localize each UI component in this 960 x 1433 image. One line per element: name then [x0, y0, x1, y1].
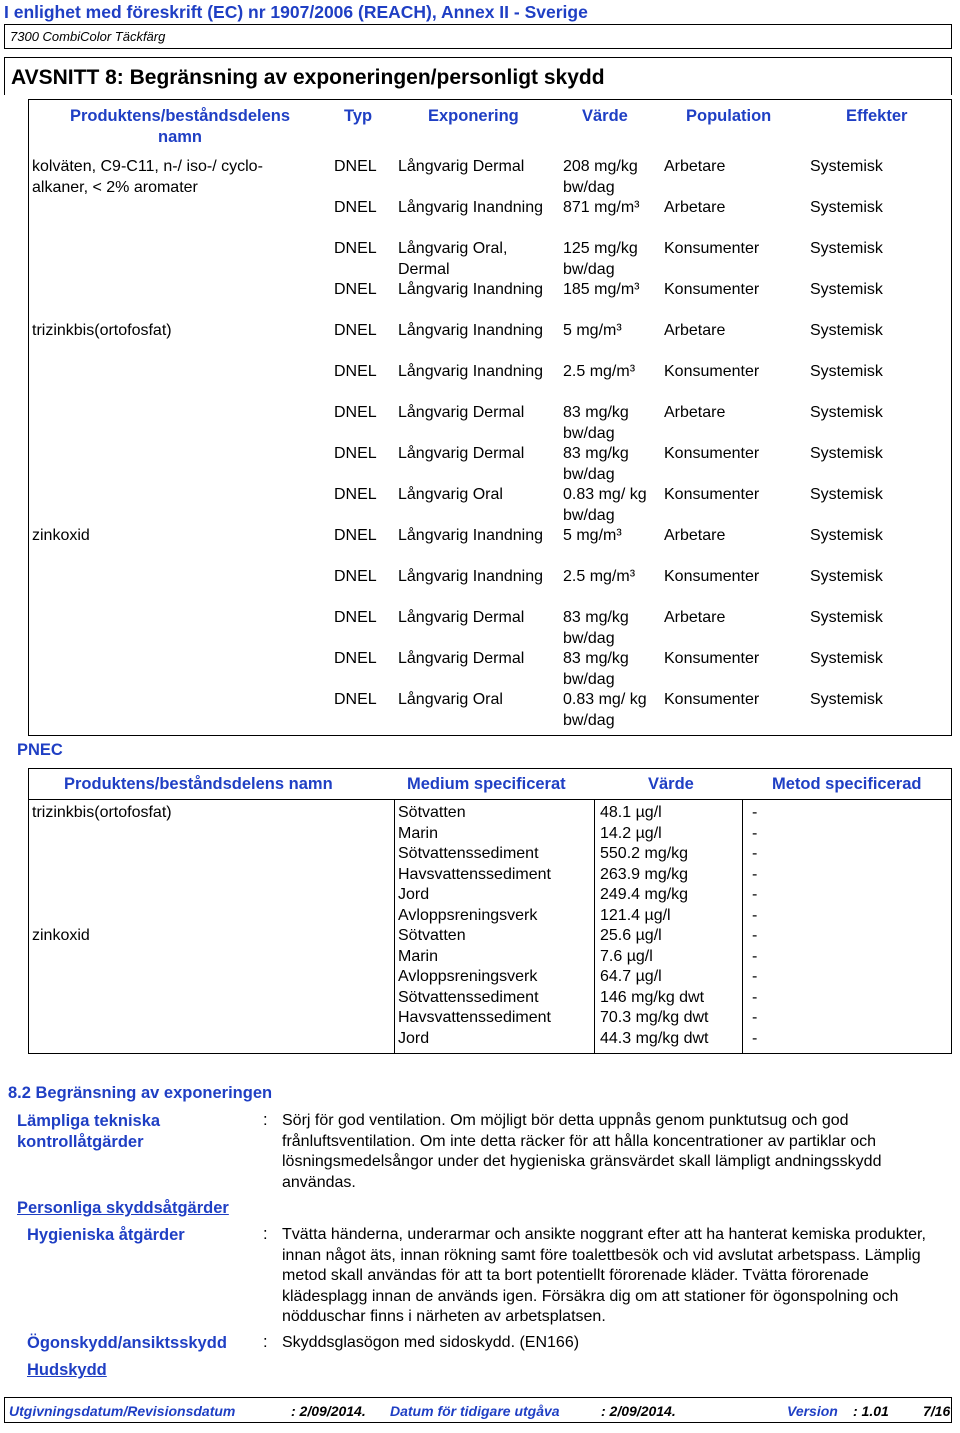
- pnec-substance-1: trizinkbis(ortofosfat): [32, 804, 172, 821]
- dnel-cell-value: 83 mg/kg bw/dag: [563, 445, 629, 483]
- dnel-cell-population: Arbetare: [664, 322, 726, 339]
- dnel-cell-exposure: Långvarig Inandning: [398, 281, 544, 298]
- dnel-cell-exposure: Långvarig Inandning: [398, 199, 544, 216]
- pnec-cell-method: -: [752, 947, 758, 965]
- dnel-cell-value: 185 mg/m³: [563, 281, 640, 298]
- pnec-cell-value: 44.3 mg/kg dwt: [600, 1029, 709, 1047]
- footer-date-label: Utgivningsdatum/Revisionsdatum: [9, 1403, 236, 1419]
- dnel-header-population: Population: [686, 107, 772, 125]
- dnel-cell-type: DNEL: [334, 609, 377, 626]
- dnel-cell-exposure: Långvarig Dermal: [398, 404, 525, 421]
- dnel-cell-type: DNEL: [334, 650, 377, 667]
- dnel-header-exposure: Exponering: [428, 107, 519, 125]
- dnel-cell-population: Konsumenter: [664, 568, 760, 585]
- pnec-cell-method: -: [752, 906, 758, 924]
- pnec-cell-value: 25.6 µg/l: [600, 927, 662, 944]
- pnec-cell-method: -: [752, 824, 758, 842]
- dnel-cell-population: Arbetare: [664, 609, 726, 626]
- dnel-cell-exposure: Långvarig Dermal: [398, 445, 525, 462]
- personal-protection-label: Personliga skyddsåtgärder: [17, 1199, 229, 1217]
- dnel-cell-effect: Systemisk: [810, 650, 883, 667]
- controls-label: Lämpliga tekniska kontrollåtgärder: [17, 1112, 161, 1151]
- dnel-cell-exposure: Långvarig Dermal: [398, 609, 525, 626]
- section-header: [4, 57, 952, 95]
- footer-date-value: : 2/09/2014.: [291, 1403, 366, 1419]
- pnec-cell-value: 121.4 µg/l: [600, 906, 671, 924]
- controls-colon: :: [263, 1111, 268, 1129]
- pnec-cell-medium: Havsvattenssediment: [398, 1009, 551, 1026]
- pnec-col-divider: [594, 799, 595, 1053]
- pnec-cell-method: -: [752, 845, 758, 862]
- dnel-cell-exposure: Långvarig Oral: [398, 486, 503, 503]
- dnel-cell-value: 0.83 mg/ kg bw/dag: [563, 691, 647, 729]
- pnec-cell-medium: Sötvatten: [398, 804, 466, 821]
- dnel-cell-population: Konsumenter: [664, 650, 760, 667]
- section-8-2-title: 8.2 Begränsning av exponeringen: [8, 1084, 273, 1102]
- pnec-cell-value: 263.9 mg/kg: [600, 865, 689, 883]
- dnel-cell-exposure: Långvarig Inandning: [398, 568, 544, 585]
- hygiene-colon: :: [263, 1225, 268, 1243]
- dnel-cell-exposure: Långvarig Inandning: [398, 322, 544, 339]
- pnec-cell-medium: Avloppsreningsverk: [398, 968, 538, 985]
- dnel-cell-effect: Systemisk: [810, 199, 883, 216]
- dnel-cell-population: Konsumenter: [664, 445, 760, 462]
- pnec-cell-value: 7.6 µg/l: [600, 947, 653, 965]
- pnec-cell-medium: Avloppsreningsverk: [398, 906, 538, 924]
- pnec-cell-value: 48.1 µg/l: [600, 804, 662, 821]
- footer-version-value: : 1.01: [853, 1403, 889, 1419]
- dnel-cell-value: 5 mg/m³: [563, 527, 622, 544]
- dnel-cell-effect: Systemisk: [810, 281, 883, 298]
- pnec-cell-medium: Sötvattenssediment: [398, 988, 539, 1006]
- dnel-cell-population: Arbetare: [664, 527, 726, 544]
- hygiene-label: Hygieniska åtgärder: [27, 1226, 185, 1244]
- dnel-cell-value: 83 mg/kg bw/dag: [563, 609, 629, 647]
- pnec-cell-value: 550.2 mg/kg: [600, 845, 689, 862]
- eye-protection-text: Skyddsglasögon med sidoskydd. (EN166): [282, 1334, 580, 1351]
- dnel-cell-type: DNEL: [334, 281, 377, 298]
- dnel-cell-exposure: Långvarig Oral: [398, 691, 503, 708]
- dnel-cell-value: 2.5 mg/m³: [563, 568, 636, 585]
- footer-prev-label: Datum för tidigare utgåva: [390, 1403, 560, 1419]
- dnel-header-name: Produktens/beståndsdelens namn: [69, 107, 291, 146]
- dnel-cell-type: DNEL: [334, 486, 377, 503]
- eye-colon: :: [263, 1333, 268, 1351]
- pnec-header-medium: Medium specificerat: [407, 775, 566, 793]
- footer-version-label: Version: [787, 1403, 838, 1419]
- pnec-cell-medium: Marin: [398, 947, 439, 965]
- dnel-cell-effect: Systemisk: [810, 486, 883, 503]
- pnec-cell-method: -: [752, 886, 758, 903]
- pnec-header-name: Produktens/beståndsdelens namn: [64, 775, 333, 793]
- section-title: AVSNITT 8: Begränsning av exponeringen/personligt skydd: [11, 66, 605, 89]
- pnec-cell-method: -: [752, 927, 758, 944]
- pnec-col-divider: [742, 799, 743, 1053]
- dnel-cell-effect: Systemisk: [810, 404, 883, 421]
- dnel-header-type: Typ: [344, 107, 373, 125]
- pnec-cell-method: -: [752, 968, 758, 985]
- dnel-cell-population: Konsumenter: [664, 281, 760, 298]
- dnel-cell-exposure: Långvarig Dermal: [398, 158, 525, 175]
- dnel-cell-value: 208 mg/kg bw/dag: [563, 158, 638, 196]
- pnec-cell-value: 146 mg/kg dwt: [600, 988, 705, 1006]
- pnec-header-divider: [29, 799, 951, 800]
- dnel-cell-value: 125 mg/kg bw/dag: [563, 240, 638, 278]
- document-header-title: I enlighet med föreskrift (EC) nr 1907/2006 (REACH), Annex II - Sverige: [4, 2, 588, 22]
- dnel-cell-effect: Systemisk: [810, 445, 883, 462]
- dnel-cell-type: DNEL: [334, 527, 377, 544]
- dnel-cell-effect: Systemisk: [810, 691, 883, 708]
- dnel-substance-3: zinkoxid: [32, 527, 90, 544]
- dnel-cell-effect: Systemisk: [810, 363, 883, 380]
- dnel-cell-value: 0.83 mg/ kg bw/dag: [563, 486, 647, 524]
- pnec-cell-value: 64.7 µg/l: [600, 968, 662, 985]
- dnel-cell-population: Konsumenter: [664, 363, 760, 380]
- pnec-col-divider: [394, 799, 395, 1053]
- pnec-cell-method: -: [752, 865, 758, 883]
- product-name-box: [4, 24, 952, 49]
- pnec-cell-medium: Jord: [398, 886, 430, 903]
- dnel-cell-type: DNEL: [334, 691, 377, 708]
- dnel-cell-effect: Systemisk: [810, 240, 883, 257]
- dnel-cell-population: Arbetare: [664, 158, 726, 175]
- pnec-header-method: Metod specificerad: [772, 775, 922, 793]
- dnel-cell-value: 2.5 mg/m³: [563, 363, 636, 380]
- dnel-cell-effect: Systemisk: [810, 609, 883, 626]
- dnel-cell-type: DNEL: [334, 445, 377, 462]
- dnel-cell-type: DNEL: [334, 199, 377, 216]
- dnel-cell-type: DNEL: [334, 240, 377, 257]
- dnel-cell-effect: Systemisk: [810, 568, 883, 585]
- pnec-cell-value: 249.4 mg/kg: [600, 886, 689, 903]
- dnel-cell-effect: Systemisk: [810, 527, 883, 544]
- pnec-cell-medium: Sötvattenssediment: [398, 845, 539, 862]
- dnel-cell-type: DNEL: [334, 322, 377, 339]
- dnel-cell-value: 871 mg/m³: [563, 199, 640, 216]
- dnel-substance-2: trizinkbis(ortofosfat): [32, 322, 172, 339]
- dnel-cell-population: Arbetare: [664, 404, 726, 421]
- pnec-cell-method: -: [752, 988, 758, 1006]
- pnec-cell-method: -: [752, 1029, 758, 1047]
- dnel-cell-population: Arbetare: [664, 199, 726, 216]
- dnel-cell-value: 83 mg/kg bw/dag: [563, 404, 629, 442]
- pnec-header-value: Värde: [648, 775, 694, 793]
- dnel-cell-effect: Systemisk: [810, 322, 883, 339]
- dnel-cell-type: DNEL: [334, 363, 377, 380]
- dnel-cell-exposure: Långvarig Oral, Dermal: [398, 240, 508, 278]
- pnec-label: PNEC: [17, 741, 63, 759]
- pnec-cell-medium: Havsvattenssediment: [398, 865, 551, 883]
- dnel-cell-population: Konsumenter: [664, 691, 760, 708]
- dnel-header-value: Värde: [582, 107, 628, 125]
- dnel-cell-population: Konsumenter: [664, 240, 760, 257]
- controls-text: Sörj för god ventilation. Om möjligt bör detta uppnås genom punktutsug och god frånluftsventilation. Om inte detta räcker för att hålla koncentrationer av partiklar och lösningsmedelsångor under det hygieniska gränsvärdet skall lämpligt andningsskydd användas.: [282, 1112, 882, 1191]
- footer-page-number: 7/16: [923, 1403, 951, 1419]
- dnel-cell-type: DNEL: [334, 568, 377, 585]
- footer-prev-value: : 2/09/2014.: [601, 1403, 676, 1419]
- dnel-cell-type: DNEL: [334, 404, 377, 421]
- pnec-cell-medium: Sötvatten: [398, 927, 466, 944]
- dnel-cell-value: 5 mg/m³: [563, 322, 622, 339]
- pnec-cell-medium: Marin: [398, 824, 439, 842]
- pnec-cell-medium: Jord: [398, 1029, 430, 1047]
- dnel-substance-1: kolväten, C9-C11, n-/ iso-/ cyclo-alkaner, < 2% aromater: [32, 158, 263, 196]
- page-footer: [4, 1397, 952, 1423]
- dnel-cell-exposure: Långvarig Inandning: [398, 363, 544, 380]
- dnel-cell-exposure: Långvarig Dermal: [398, 650, 525, 667]
- hygiene-text: Tvätta händerna, underarmar och ansikte noggrant efter att ha hanterat kemiska produkter, innan något äts, innan rökning samt före toalettbesök och vid avslutat arbetspass. Lämplig metod skall användas för att ta bort potentiellt förorenade kläder. Tvätta förorenade klädesplagg innan de används igen. Försäkra dig om att stationer för ögonspolning och nödduschar finns i närheten av arbetsplatsen.: [282, 1226, 926, 1325]
- dnel-header-effects: Effekter: [846, 107, 908, 125]
- skin-protection-label: Hudskydd: [27, 1361, 107, 1379]
- pnec-cell-value: 70.3 mg/kg dwt: [600, 1009, 709, 1026]
- eye-protection-label: Ögonskydd/ansiktsskydd: [27, 1334, 227, 1352]
- pnec-cell-method: -: [752, 804, 758, 821]
- dnel-cell-effect: Systemisk: [810, 158, 883, 175]
- pnec-cell-value: 14.2 µg/l: [600, 824, 662, 842]
- dnel-cell-type: DNEL: [334, 158, 377, 175]
- pnec-cell-method: -: [752, 1009, 758, 1026]
- dnel-cell-exposure: Långvarig Inandning: [398, 527, 544, 544]
- dnel-cell-population: Konsumenter: [664, 486, 760, 503]
- product-name: 7300 CombiColor Täckfärg: [10, 29, 166, 44]
- dnel-cell-value: 83 mg/kg bw/dag: [563, 650, 629, 688]
- pnec-substance-2: zinkoxid: [32, 927, 90, 944]
